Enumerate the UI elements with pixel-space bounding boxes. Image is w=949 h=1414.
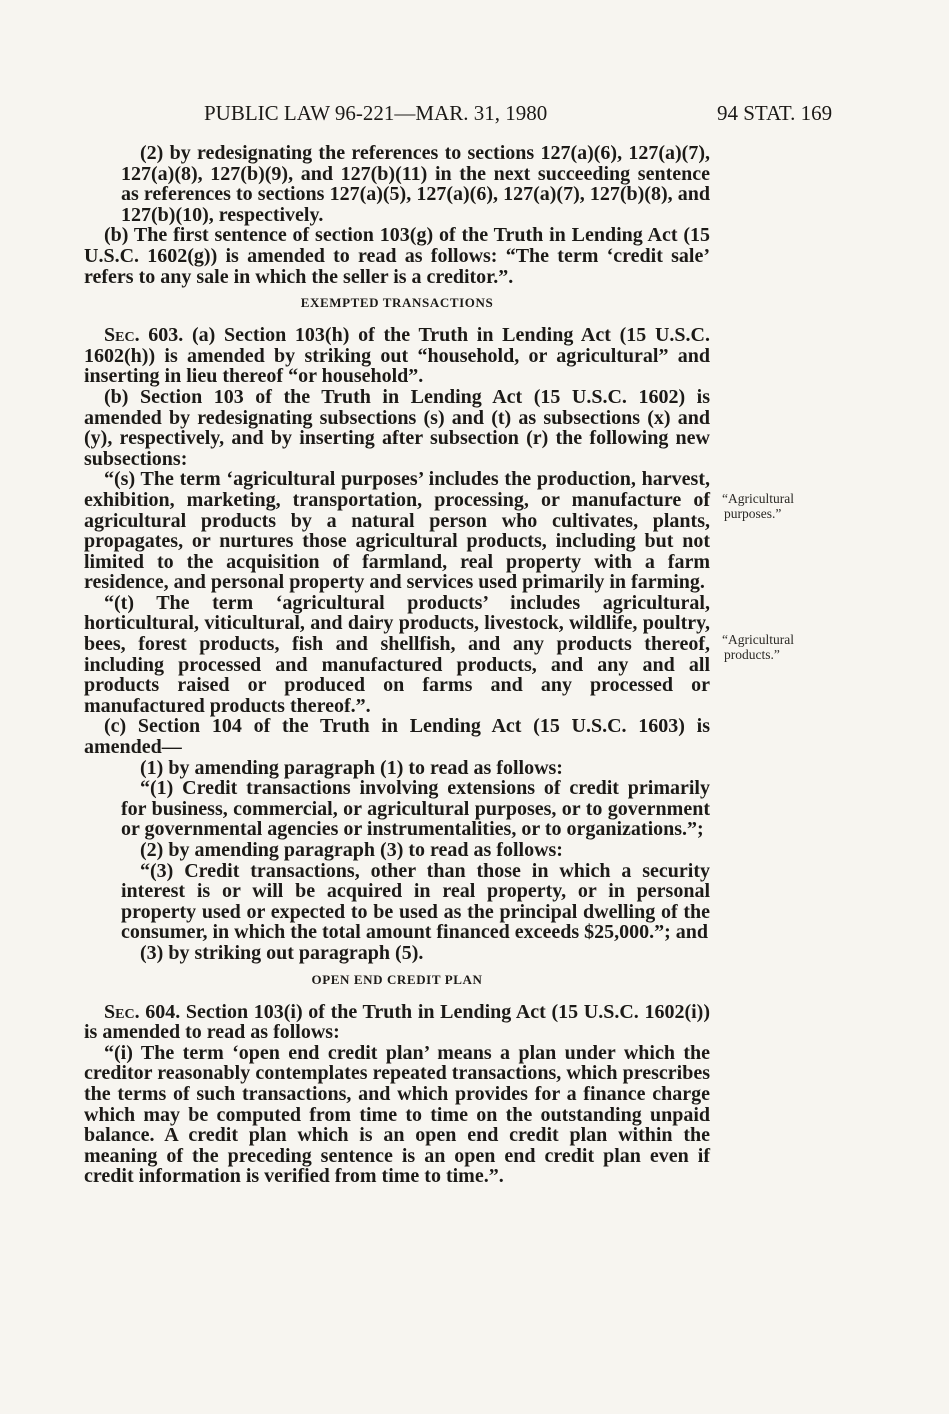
running-head [0,101,949,131]
margin-note-line: purposes.” [724,506,782,521]
section-number: Sec. 604. [104,1000,181,1023]
section-text: (a) Section 103(h) of the Truth in Lending Act (15 U.S.C. 1602(h)) is amended by striking out “household, or agricultural” and inserting in lieu thereof “or household”. [84,324,710,388]
paragraph-sec-603-a [84,325,710,387]
paragraph-sec-603-c: (c) Section 104 of the Truth in Lending Act (15 U.S.C. 1603) is amended— [84,715,710,759]
margin-note-line: “Agricultural [722,632,794,647]
section-text: Section 103(i) of the Truth in Lending Act (15 U.S.C. 1602(i)) is amended to read as follows: [84,1000,710,1044]
paragraph-c2-quote: “(3) Credit transactions, other than those in which a security interest is or will be acquired in real property, or in personal property used or expected to be used as the principal dwelling of the consumer, in which the total amount financed exceeds $25,000.”; and [121,859,710,944]
section-heading-open-end-credit-plan: OPEN END CREDIT PLAN [311,971,483,987]
running-head-page-number: 94 STAT. 169 [717,101,833,125]
definition-agricultural-purposes: “(s) The term ‘agricultural purposes’ includes the production, harvest, exhibition, marketing, transportation, processing, or manufacture of agricultural products by a natural person who cultivates, plants, propagates, or nurtures those agricultural products, including but not limited to the acquisition of farmland, real property with a farm residence, and personal property and services used primarily in farming. [84,468,710,594]
paragraph-c3: (3) by striking out paragraph (5). [140,941,424,964]
margin-note-agricultural-products [722,632,794,662]
paragraph-c2-intro: (2) by amending paragraph (3) to read as follows: [140,839,563,861]
running-head-title: PUBLIC LAW 96-221—MAR. 31, 1980 [204,101,548,125]
margin-note-agricultural-purposes [722,491,794,521]
section-heading-exempted-transactions: EXEMPTED TRANSACTIONS [300,295,494,311]
paragraph-c1-quote: “(1) Credit transactions involving extensions of credit primarily for business, commercial, or agricultural purposes, or to government or governmental agencies or instrumentalities, or to organizations.”; [121,777,710,841]
paragraph-sec-603-b: (b) Section 103 of the Truth in Lending Act (15 U.S.C. 1602) is amended by redesignating subsections (s) and (t) as subsections (x) and (y), respectively, and by inserting after subsection (r) the following new subsections: [84,385,710,470]
paragraph-c1-intro: (1) by amending paragraph (1) to read as follows: [140,756,563,779]
paragraph-redesignate: (2) by redesignating the references to sections 127(a)(6), 127(a)(7), 127(a)(8), 127(b)(9), and 127(b)(11) in the next succeeding sentence as references to sections 127(a)(5), 127(a)(6), 127(a)(7), 127(b)(8), and 127(b)(10), respectively. [121,142,710,226]
paragraph-sec-604 [84,1002,710,1043]
margin-note-line: products.” [724,647,780,662]
paragraph-first-sentence: (b) The first sentence of section 103(g) of the Truth in Lending Act (15 U.S.C. 1602(g)) is amended to read as follows: “The term ‘credit sale’ refers to any sale in which the seller is a creditor.”. [84,224,710,288]
definition-open-end-credit-plan: “(i) The term ‘open end credit plan’ means a plan under which the creditor reasonably contemplates repeated transactions, which prescribes the terms of such transactions, and which provides for a finance charge which may be computed from time to time on the outstanding unpaid balance. A credit plan which is an open end credit plan within the meaning of the preceding sentence is an open end credit plan even if credit information is verified from time to time.”. [84,1041,710,1188]
document-body [84,143,710,1187]
section-number: Sec. 603. [104,324,184,347]
margin-note-line: “Agricultural [722,491,794,506]
definition-agricultural-products: “(t) The term ‘agricultural products’ includes agricultural, horticultural, viticultural, and dairy products, livestock, wildlife, poultry, bees, forest products, fish and shellfish, and any products thereof, including processed and manufactured products, and any and all products raised or produced on farms and any processed or manufactured products thereof.”. [84,591,710,717]
